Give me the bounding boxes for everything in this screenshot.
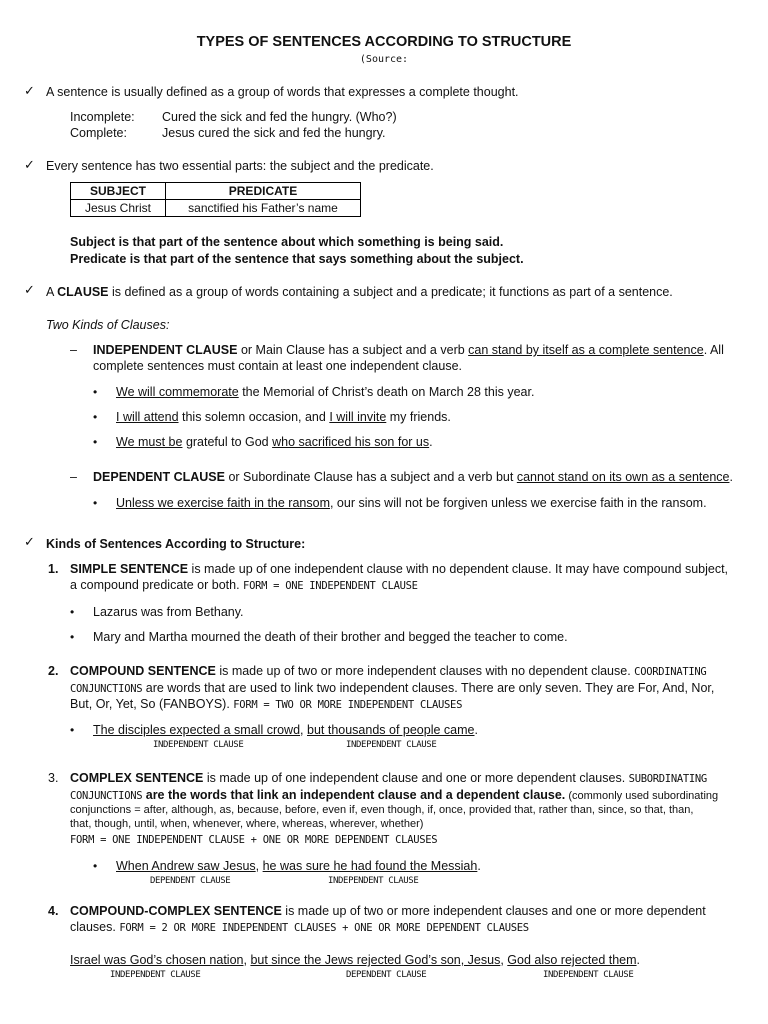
clause-label: INDEPENDENT CLAUSE <box>543 970 634 980</box>
bullet-icon: • <box>93 385 98 399</box>
complete-label: Complete: <box>70 126 127 140</box>
independent-clause-definition: INDEPENDENT CLAUSE or Main Clause has a subject and a verb can stand by itself as a complete sentence. All <box>93 343 724 357</box>
item-number: 2. <box>48 664 59 678</box>
table-header: SUBJECT <box>71 183 166 200</box>
subordinating-conjunctions-list-2: that, though, until, when, whenever, where, whereas, wherever, whether) <box>70 818 424 830</box>
bullet-icon: • <box>93 410 98 424</box>
item-number: 3. <box>48 771 59 785</box>
checkmark-icon: ✓ <box>24 534 35 549</box>
independent-clause-definition-line2: complete sentences must contain at least one independent clause. <box>93 359 462 373</box>
definition-sentence: A sentence is usually defined as a group of words that expresses a complete thought. <box>46 85 519 99</box>
compound-sentence-definition: COMPOUND SENTENCE is made up of two or more independent clauses with no dependent clause. COORDINATING <box>70 664 707 678</box>
subject-definition: Subject is that part of the sentence about which something is being said. <box>70 235 504 249</box>
complex-form: FORM = ONE INDEPENDENT CLAUSE + ONE OR MORE DEPENDENT CLAUSES <box>70 834 438 846</box>
source-note: (Source: <box>359 54 409 65</box>
dependent-example: Unless we exercise faith in the ransom, our sins will not be forgiven unless we exercise faith in the ransom. <box>116 496 707 510</box>
page-title: TYPES OF SENTENCES ACCORDING TO STRUCTURE <box>196 34 572 50</box>
bullet-icon: • <box>93 435 98 449</box>
simple-example-1: Lazarus was from Bethany. <box>93 605 244 619</box>
subordinating-conjunctions-list: conjunctions = after, although, as, because, before, even if, even though, if, once, provided that, rather than, since, so that, than, <box>70 804 694 816</box>
kinds-heading: Kinds of Sentences According to Structure: <box>46 537 306 551</box>
simple-sentence-definition: SIMPLE SENTENCE is made up of one independent clause with no dependent clause. It may have compound subject, <box>70 562 729 576</box>
bullet-icon: • <box>93 496 98 510</box>
clause-label: INDEPENDENT CLAUSE <box>346 740 437 750</box>
table-cell: Jesus Christ <box>71 200 166 217</box>
bullet-icon: • <box>93 859 98 873</box>
dependent-clause-definition: DEPENDENT CLAUSE or Subordinate Clause has a subject and a verb but cannot stand on its own as a sentence. <box>93 470 733 484</box>
table-header: PREDICATE <box>166 183 361 200</box>
compound-sentence-line3: But, Or, Yet, So (FANBOYS). FORM = TWO OR MORE INDEPENDENT CLAUSES <box>70 697 463 711</box>
simple-example-2: Mary and Martha mourned the death of their brother and begged the teacher to come. <box>93 630 568 644</box>
item-number: 1. <box>48 562 59 576</box>
item-number: 4. <box>48 904 59 918</box>
complete-example: Jesus cured the sick and fed the hungry. <box>162 126 386 140</box>
essential-parts-sentence: Every sentence has two essential parts: the subject and the predicate. <box>46 159 434 173</box>
subject-predicate-table <box>70 182 361 217</box>
bullet-icon: • <box>70 723 75 737</box>
independent-example-1: We will commemorate the Memorial of Christ’s death on March 28 this year. <box>116 385 535 399</box>
compound-complex-example: Israel was God’s chosen nation, but since the Jews rejected God’s son, Jesus, God also rejected them. <box>70 953 641 967</box>
independent-example-2: I will attend this solemn occasion, and I will invite my friends. <box>116 410 451 424</box>
incomplete-label: Incomplete: <box>70 110 135 124</box>
predicate-definition: Predicate is that part of the sentence that says something about the subject. <box>70 252 524 266</box>
bullet-icon: • <box>70 605 75 619</box>
clause-label: DEPENDENT CLAUSE <box>346 970 427 980</box>
clause-label: INDEPENDENT CLAUSE <box>153 740 244 750</box>
two-kinds-heading: Two Kinds of Clauses: <box>46 318 170 332</box>
simple-sentence-line2: a compound predicate or both. FORM = ONE INDEPENDENT CLAUSE <box>70 578 418 592</box>
compound-complex-line2: clauses. FORM = 2 OR MORE INDEPENDENT CLAUSES + ONE OR MORE DEPENDENT CLAUSES <box>70 920 529 934</box>
dash-marker: – <box>70 470 77 484</box>
complex-example: When Andrew saw Jesus, he was sure he had found the Messiah. <box>116 859 481 873</box>
dash-marker: – <box>70 343 77 357</box>
compound-complex-definition: COMPOUND-COMPLEX SENTENCE is made up of two or more independent clauses and one or more dependent <box>70 904 706 918</box>
clause-definition: A CLAUSE is defined as a group of words containing a subject and a predicate; it functions as part of a sentence. <box>46 285 673 299</box>
incomplete-example: Cured the sick and fed the hungry. (Who?) <box>162 110 397 124</box>
clause-label: INDEPENDENT CLAUSE <box>328 876 419 886</box>
bullet-icon: • <box>70 630 75 644</box>
table-cell: sanctified his Father’s name <box>166 200 361 217</box>
checkmark-icon: ✓ <box>24 282 35 297</box>
compound-example: The disciples expected a small crowd, but thousands of people came. <box>93 723 478 737</box>
complex-sentence-line2: CONJUNCTIONS are the words that link an independent clause and a dependent clause. (commonly used subordinating <box>70 788 719 802</box>
clause-label: DEPENDENT CLAUSE <box>150 876 231 886</box>
complex-sentence-definition: COMPLEX SENTENCE is made up of one independent clause and one or more dependent clauses. SUBORDINATING <box>70 771 707 785</box>
compound-sentence-line2: CONJUNCTIONS are words that are used to link two independent clauses. There are only seven. They are For, And, Nor, <box>70 681 715 695</box>
checkmark-icon: ✓ <box>24 83 35 98</box>
independent-example-3: We must be grateful to God who sacrificed his son for us. <box>116 435 433 449</box>
clause-label: INDEPENDENT CLAUSE <box>110 970 201 980</box>
checkmark-icon: ✓ <box>24 157 35 172</box>
